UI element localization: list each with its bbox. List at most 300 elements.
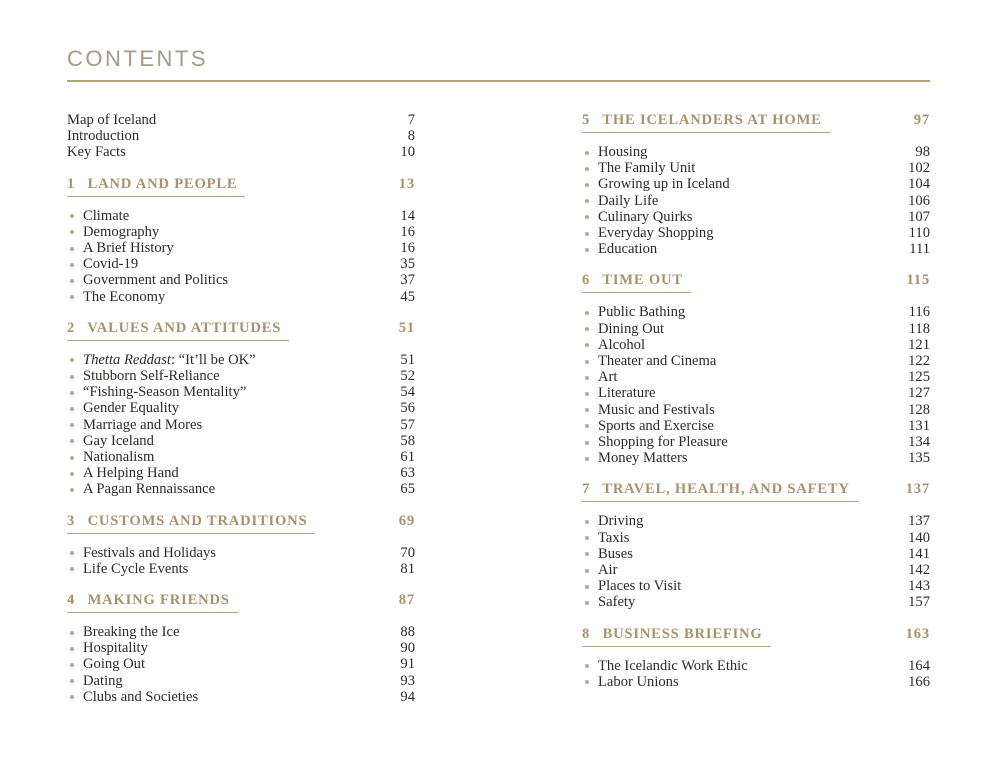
entry-label — [83, 417, 387, 433]
entry-page-number: 111 — [909, 241, 930, 258]
entry-label-text: Everyday Shopping — [598, 225, 714, 242]
entry-label-text: Art — [598, 369, 618, 386]
entry-page-number: 52 — [400, 368, 415, 385]
toc-entry — [67, 417, 415, 433]
toc-section — [67, 320, 415, 498]
bullet-dot-icon — [70, 375, 74, 379]
bullet-dot-icon — [585, 343, 589, 347]
entry-label-text: Public Bathing — [598, 304, 686, 321]
bullet-dot-icon — [70, 391, 74, 395]
bullet-dot-icon — [70, 423, 74, 427]
entry-page-number: 140 — [908, 529, 930, 546]
entry-page-number: 35 — [400, 256, 415, 273]
entry-label — [83, 384, 387, 400]
section-number: 1 — [67, 175, 76, 192]
toc-entry — [67, 481, 415, 497]
section-items — [67, 545, 415, 577]
bullet-dot-icon — [585, 311, 589, 315]
entry-page-number: 116 — [908, 304, 930, 321]
entry-label-italic: Thetta Reddast — [83, 351, 171, 368]
entry-label — [598, 337, 902, 353]
toc-entry — [67, 545, 415, 561]
entry-page-number: 94 — [400, 688, 415, 705]
entry-label — [67, 112, 387, 128]
section-number: 7 — [582, 481, 591, 498]
section-heading-underline — [582, 481, 858, 502]
section-page-number: 97 — [913, 112, 930, 128]
entry-page-number: 110 — [908, 225, 930, 242]
section-heading-underline — [67, 592, 238, 613]
entry-page-number: 65 — [400, 481, 415, 498]
entry-label-text: Map of Iceland — [67, 112, 157, 128]
entry-label — [83, 368, 387, 384]
section-page-number: 87 — [398, 592, 415, 609]
bullet-dot-icon — [70, 488, 74, 492]
entry-label — [598, 160, 902, 176]
toc-entry — [67, 352, 415, 368]
bullet-dot-icon — [585, 167, 589, 171]
entry-page-number: 93 — [400, 672, 415, 689]
bullet-dot-icon — [585, 408, 589, 412]
toc-entry — [67, 208, 415, 224]
section-page-number: 115 — [906, 272, 930, 289]
bullet-dot-icon — [585, 424, 589, 428]
section-header — [582, 272, 930, 293]
section-header — [67, 513, 415, 534]
entry-label-text: Growing up in Iceland — [598, 176, 730, 193]
entry-label-text: A Brief History — [83, 240, 174, 257]
toc-entry — [582, 193, 930, 209]
section-number: 5 — [582, 112, 591, 128]
bullet-dot-icon — [70, 679, 74, 683]
toc-entry — [582, 546, 930, 562]
section-page-number: 13 — [398, 175, 415, 192]
entry-page-number: 166 — [908, 673, 930, 690]
entry-label — [598, 418, 902, 434]
bullet-dot-icon — [70, 472, 74, 476]
toc-entry — [582, 450, 930, 466]
entry-page-number: 143 — [908, 578, 930, 595]
section-title: TRAVEL, HEALTH, AND SAFETY — [602, 481, 850, 498]
entry-page-number: 7 — [407, 112, 415, 128]
section-header — [67, 592, 415, 613]
bullet-dot-icon — [70, 247, 74, 251]
entry-label — [598, 144, 902, 160]
toc-entry — [67, 256, 415, 272]
entry-page-number: 118 — [908, 320, 930, 337]
entry-page-number: 128 — [908, 401, 930, 418]
toc-entry — [582, 160, 930, 176]
entry-label-text: Housing — [598, 144, 648, 160]
bullet-dot-icon — [70, 663, 74, 667]
section-header — [67, 176, 415, 197]
section-number: 8 — [582, 625, 591, 642]
entry-page-number: 104 — [908, 176, 930, 193]
entry-page-number: 107 — [908, 208, 930, 225]
section-items — [582, 304, 930, 466]
entry-label-text: : “It’ll be OK” — [170, 351, 256, 368]
entry-page-number: 137 — [908, 513, 930, 530]
toc-section — [67, 176, 415, 305]
toc-entry — [67, 433, 415, 449]
section-number: 4 — [67, 592, 76, 609]
toc-entry — [67, 128, 415, 144]
section-title: LAND AND PEOPLE — [87, 175, 238, 192]
entry-label — [67, 144, 387, 160]
section-title: VALUES AND ATTITUDES — [87, 319, 282, 336]
entry-label — [598, 562, 902, 578]
entry-label-text: Places to Visit — [598, 578, 682, 595]
bullet-dot-icon — [585, 392, 589, 396]
section-title: MAKING FRIENDS — [87, 592, 230, 609]
toc-section — [67, 513, 415, 577]
bullet-dot-icon — [585, 536, 589, 540]
entry-page-number: 63 — [400, 465, 415, 482]
entry-label-text: Nationalism — [83, 449, 155, 466]
toc-entry — [582, 241, 930, 257]
bullet-dot-icon — [585, 199, 589, 203]
entry-page-number: 106 — [908, 192, 930, 209]
entry-page-number: 8 — [407, 128, 415, 145]
toc-entry — [582, 176, 930, 192]
toc-columns — [67, 112, 930, 705]
entry-page-number: 58 — [400, 432, 415, 449]
entry-label — [83, 689, 387, 705]
entry-page-number: 37 — [400, 272, 415, 289]
bullet-dot-icon — [70, 358, 74, 362]
entry-label-text: Literature — [598, 385, 656, 402]
toc-entry — [582, 369, 930, 385]
entry-page-number: 131 — [908, 417, 930, 434]
entry-page-number: 91 — [400, 656, 415, 673]
section-items — [582, 658, 930, 690]
toc-entry — [582, 530, 930, 546]
entry-label — [83, 561, 387, 577]
entry-label — [598, 353, 902, 369]
entry-page-number: 122 — [908, 353, 930, 370]
section-heading-underline — [582, 626, 771, 647]
section-page-number: 69 — [398, 512, 415, 529]
section-title: TIME OUT — [602, 272, 683, 289]
entry-label — [67, 128, 387, 144]
section-items — [67, 352, 415, 498]
toc-section — [582, 626, 930, 690]
toc-section — [67, 592, 415, 705]
entry-label-text: Stubborn Self-Reliance — [83, 368, 220, 385]
entry-label-text: Dining Out — [598, 320, 665, 337]
entry-label-text: Dating — [83, 672, 123, 689]
bullet-dot-icon — [70, 456, 74, 460]
entry-page-number: 141 — [908, 545, 930, 562]
toc-entry — [582, 578, 930, 594]
entry-page-number: 70 — [400, 544, 415, 561]
section-items — [582, 513, 930, 610]
entry-label-text: Key Facts — [67, 144, 126, 161]
entry-label-text: Marriage and Mores — [83, 416, 203, 433]
section-heading-underline — [582, 112, 830, 133]
entry-label-text: Life Cycle Events — [83, 560, 189, 577]
bullet-dot-icon — [70, 551, 74, 555]
entry-label-text: Safety — [598, 594, 636, 611]
entry-label — [83, 272, 387, 288]
bullet-dot-icon — [70, 214, 74, 218]
section-header — [582, 626, 930, 647]
entry-label-text: Shopping for Pleasure — [598, 434, 728, 451]
entry-page-number: 90 — [400, 640, 415, 657]
toc-entry — [67, 144, 415, 160]
toc-section — [582, 481, 930, 610]
bullet-dot-icon — [585, 664, 589, 668]
bullet-dot-icon — [70, 567, 74, 571]
entry-label-text: Daily Life — [598, 192, 659, 209]
toc-entry — [67, 465, 415, 481]
entry-label — [83, 289, 387, 305]
entry-label — [598, 402, 902, 418]
toc-entry — [67, 656, 415, 672]
entry-label — [598, 578, 902, 594]
entry-label — [83, 545, 387, 561]
entry-label-text: Climate — [83, 207, 130, 224]
entry-label-text: Labor Unions — [598, 673, 679, 690]
entry-page-number: 61 — [400, 449, 415, 466]
toc-entry — [582, 658, 930, 674]
bullet-dot-icon — [70, 230, 74, 234]
toc-entry — [67, 240, 415, 256]
section-page-number: 137 — [905, 481, 930, 498]
front-matter-list — [67, 112, 415, 161]
bullet-dot-icon — [585, 215, 589, 219]
entry-page-number: 125 — [908, 369, 930, 386]
bullet-dot-icon — [585, 376, 589, 380]
toc-section — [582, 112, 930, 257]
entry-label — [598, 450, 902, 466]
bullet-dot-icon — [585, 441, 589, 445]
bullet-dot-icon — [585, 569, 589, 573]
toc-entry — [582, 402, 930, 418]
section-heading-underline — [582, 272, 691, 293]
entry-label-text: Gender Equality — [83, 400, 180, 417]
entry-label-text: A Pagan Rennaissance — [83, 481, 216, 498]
entry-page-number: 16 — [400, 223, 415, 240]
entry-label — [598, 434, 902, 450]
entry-label-text: Driving — [598, 513, 644, 530]
entry-label-text: Covid-19 — [83, 256, 139, 273]
entry-label-text: The Economy — [83, 288, 166, 305]
section-header — [582, 112, 930, 133]
entry-label — [83, 240, 387, 256]
toc-entry — [582, 304, 930, 320]
entry-label-text: Buses — [598, 545, 633, 562]
entry-page-number: 142 — [908, 562, 930, 579]
entry-page-number: 157 — [908, 594, 930, 611]
bullet-dot-icon — [70, 631, 74, 635]
toc-entry — [582, 674, 930, 690]
section-title: THE ICELANDERS AT HOME — [602, 112, 822, 128]
toc-entry — [582, 225, 930, 241]
entry-label-text: Taxis — [598, 529, 630, 546]
section-page-number: 51 — [398, 319, 415, 336]
toc-entry — [67, 272, 415, 288]
toc-entry — [67, 384, 415, 400]
toc-entry — [582, 144, 930, 160]
entry-label — [83, 400, 387, 416]
toc-entry — [582, 562, 930, 578]
toc-entry — [67, 640, 415, 656]
bullet-dot-icon — [70, 263, 74, 267]
section-title: BUSINESS BRIEFING — [602, 625, 763, 642]
entry-label-text: Government and Politics — [83, 272, 229, 289]
entry-label-text: Introduction — [67, 128, 140, 145]
bullet-dot-icon — [70, 695, 74, 699]
entry-label — [598, 674, 902, 690]
entry-label — [598, 321, 902, 337]
bullet-dot-icon — [585, 520, 589, 524]
section-heading-underline — [67, 176, 245, 197]
toc-entry — [582, 337, 930, 353]
entry-label-text: Festivals and Holidays — [83, 544, 216, 561]
entry-label-text: The Icelandic Work Ethic — [598, 657, 748, 674]
entry-label-text: Breaking the Ice — [83, 624, 180, 641]
entry-label — [598, 546, 902, 562]
toc-section — [582, 272, 930, 466]
section-heading-underline — [67, 320, 289, 341]
bullet-dot-icon — [585, 680, 589, 684]
entry-label-text: Money Matters — [598, 450, 688, 467]
entry-label — [598, 209, 902, 225]
toc-entry — [582, 434, 930, 450]
page-title: CONTENTS — [67, 46, 208, 71]
entry-label-text: Alcohol — [598, 336, 646, 353]
entry-label-text: Hospitality — [83, 640, 148, 657]
section-number: 3 — [67, 512, 76, 529]
entry-label — [598, 176, 902, 192]
section-header — [582, 481, 930, 502]
toc-entry — [67, 224, 415, 240]
entry-label-text: Sports and Exercise — [598, 417, 714, 434]
toc-column-left — [67, 112, 415, 705]
bullet-dot-icon — [585, 248, 589, 252]
toc-entry — [67, 368, 415, 384]
toc-entry — [67, 624, 415, 640]
entry-label — [598, 225, 902, 241]
entry-page-number: 45 — [400, 288, 415, 305]
section-items — [67, 624, 415, 705]
section-number: 6 — [582, 272, 591, 289]
entry-label-text: Music and Festivals — [598, 401, 715, 418]
entry-page-number: 98 — [915, 144, 930, 160]
entry-page-number: 16 — [400, 240, 415, 257]
toc-column-right — [582, 112, 930, 705]
toc-entry — [582, 353, 930, 369]
toc-entry — [582, 321, 930, 337]
entry-page-number: 57 — [400, 416, 415, 433]
entry-page-number: 54 — [400, 384, 415, 401]
entry-label-text: The Family Unit — [598, 160, 696, 177]
toc-entry — [582, 385, 930, 401]
toc-entry — [582, 418, 930, 434]
toc-entry — [67, 400, 415, 416]
entry-label — [83, 481, 387, 497]
entry-label-text: Theater and Cinema — [598, 353, 717, 370]
entry-label — [598, 385, 902, 401]
section-page-number: 163 — [905, 625, 930, 642]
entry-label — [598, 304, 902, 320]
entry-label-text: Education — [598, 241, 658, 258]
toc-entry — [67, 289, 415, 305]
entry-page-number: 51 — [400, 351, 415, 368]
bullet-dot-icon — [585, 151, 589, 155]
toc-entry — [67, 673, 415, 689]
bullet-dot-icon — [585, 232, 589, 236]
title-rule — [67, 80, 930, 82]
entry-page-number: 10 — [400, 144, 415, 161]
entry-label — [598, 369, 902, 385]
entry-label-text: Clubs and Societies — [83, 688, 199, 705]
entry-label-text: A Helping Hand — [83, 465, 179, 482]
entry-label — [598, 513, 902, 529]
entry-label — [83, 656, 387, 672]
entry-page-number: 127 — [908, 385, 930, 402]
entry-label — [598, 658, 902, 674]
entry-page-number: 88 — [400, 624, 415, 641]
entry-label — [598, 241, 902, 257]
bullet-dot-icon — [70, 407, 74, 411]
section-number: 2 — [67, 319, 76, 336]
toc-entry — [67, 449, 415, 465]
bullet-dot-icon — [70, 279, 74, 283]
entry-label — [83, 673, 387, 689]
bullet-dot-icon — [70, 647, 74, 651]
section-heading-underline — [67, 513, 315, 534]
entry-label-text: Going Out — [83, 656, 146, 673]
entry-page-number: 135 — [908, 450, 930, 467]
bullet-dot-icon — [585, 360, 589, 364]
bullet-dot-icon — [70, 295, 74, 299]
entry-label — [83, 449, 387, 465]
section-items — [67, 208, 415, 305]
bullet-dot-icon — [585, 183, 589, 187]
section-title: CUSTOMS AND TRADITIONS — [87, 512, 308, 529]
entry-label — [83, 352, 387, 368]
entry-label-text: “Fishing-Season Mentality” — [83, 384, 247, 401]
entry-page-number: 14 — [400, 207, 415, 224]
entry-label — [598, 193, 902, 209]
bullet-dot-icon — [585, 327, 589, 331]
section-items — [582, 144, 930, 257]
entry-label — [83, 208, 387, 224]
entry-page-number: 102 — [908, 160, 930, 177]
entry-page-number: 81 — [400, 560, 415, 577]
toc-entry — [67, 112, 415, 128]
bullet-dot-icon — [585, 601, 589, 605]
toc-entry — [67, 689, 415, 705]
entry-page-number: 134 — [908, 434, 930, 451]
entry-label — [83, 640, 387, 656]
entry-page-number: 164 — [908, 657, 930, 674]
entry-label — [83, 224, 387, 240]
toc-entry — [582, 594, 930, 610]
toc-entry — [67, 561, 415, 577]
bullet-dot-icon — [70, 439, 74, 443]
bullet-dot-icon — [585, 552, 589, 556]
toc-entry — [582, 513, 930, 529]
entry-page-number: 121 — [908, 336, 930, 353]
entry-label-text: Gay Iceland — [83, 432, 154, 449]
entry-page-number: 56 — [400, 400, 415, 417]
toc-entry — [582, 209, 930, 225]
entry-label-text: Culinary Quirks — [598, 208, 693, 225]
entry-label — [83, 465, 387, 481]
